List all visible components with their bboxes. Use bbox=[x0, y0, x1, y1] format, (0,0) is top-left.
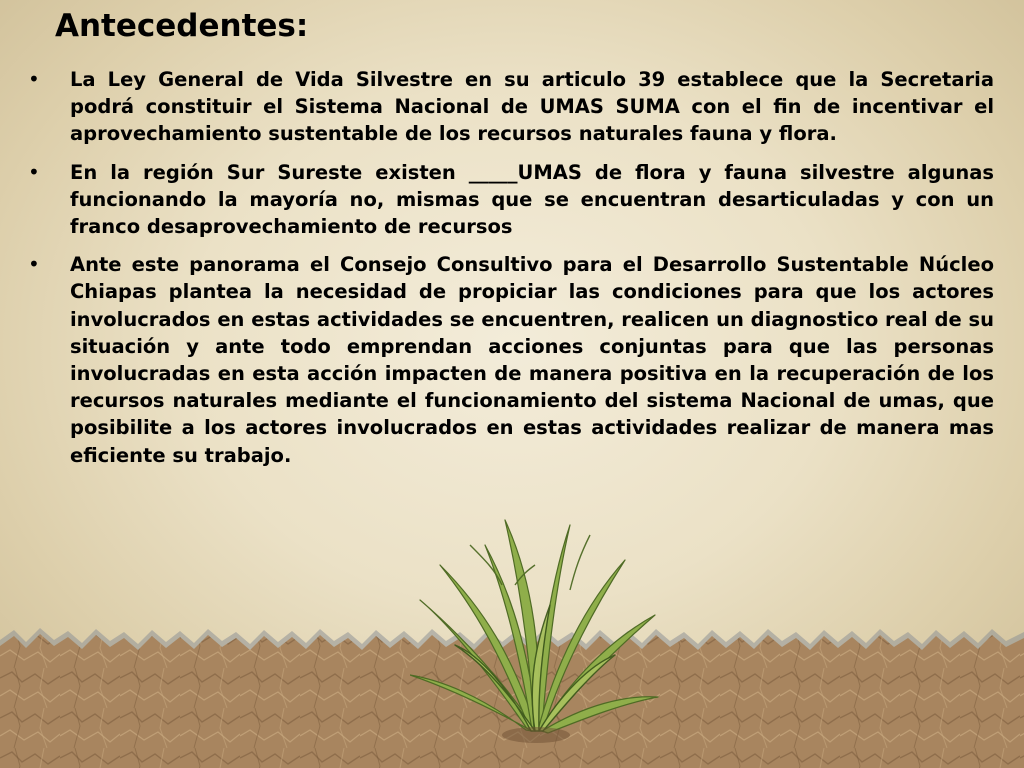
bullet-marker: • bbox=[28, 67, 40, 91]
bullet-text: Ante este panorama el Consejo Consultivo para el Desarrollo Sustentable Núcleo Chiapas plantea la necesidad de propiciar las condiciones para que los actores involucrados en estas actividades se encuentren, realicen un diagnostico real de su situación y ante todo emprendan acciones conjuntas para que las personas involucradas en esta acción impacten de manera positiva en la recuperación de los recursos naturales mediante el funcionamiento del sistema Nacional de umas, que posibilite a los actores involucrados en estas actividades realizar de manera mas eficiente su trabajo. bbox=[70, 253, 994, 467]
bullet-item-1 bbox=[28, 66, 994, 148]
bullet-text: En la región Sur Sureste existen _____UMAS de flora y fauna silvestre algunas funcionando la mayoría no, mismas que se encuentran desarticuladas y con un franco desaprovechamiento de recursos bbox=[70, 160, 994, 239]
grass-plant-icon bbox=[410, 505, 660, 750]
bullet-marker: • bbox=[28, 252, 40, 277]
bullet-list bbox=[28, 66, 994, 480]
bullet-text: La Ley General de Vida Silvestre en su articulo 39 establece que la Secretaria podrá constituir el Sistema Nacional de UMAS SUMA con el fin de incentivar el aprovechamiento sustentable de los recursos naturales fauna y flora. bbox=[70, 68, 994, 146]
bullet-item-3 bbox=[28, 251, 994, 469]
bullet-item-2 bbox=[28, 159, 994, 241]
bullet-marker: • bbox=[28, 159, 40, 184]
slide-title: Antecedentes: bbox=[55, 8, 309, 44]
